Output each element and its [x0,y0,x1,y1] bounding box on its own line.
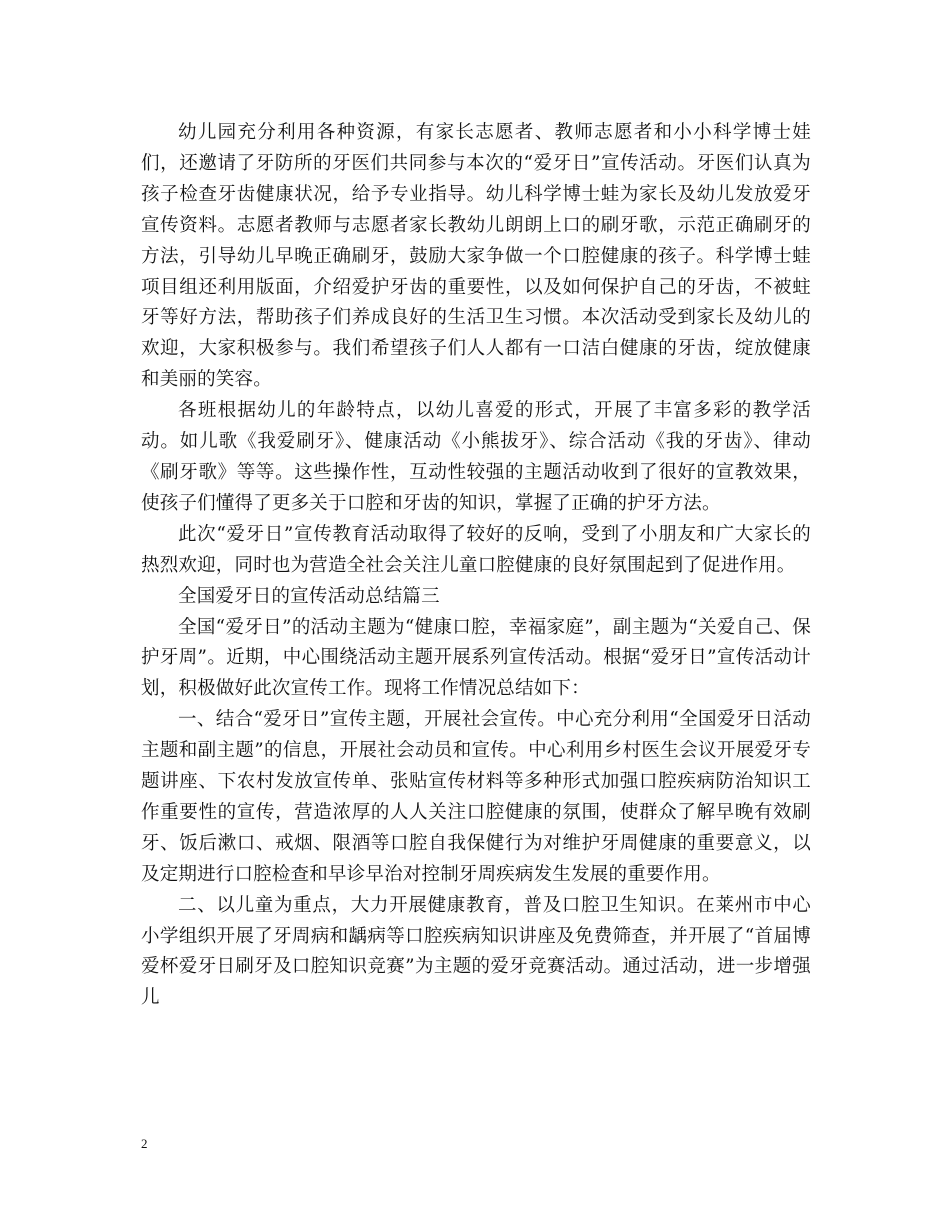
paragraph-1: 幼儿园充分利用各种资源，有家长志愿者、教师志愿者和小小科学博士娃们，还邀请了牙防所的牙医们共同参与本次的“爱牙日”宣传活动。牙医们认真为孩子检查牙齿健康状况，给予专业指导。幼儿科学博士蛙为家长及幼儿发放爱牙宣传资料。志愿者教师与志愿者家长教幼儿朗朗上口的刷牙歌，示范正确刷牙的方法，引导幼儿早晚正确刷牙，鼓励大家争做一个口腔健康的孩子。科学博士蛙项目组还利用版面，介绍爱护牙齿的重要性，以及如何保护自己的牙齿，不被蛀牙等好方法，帮助孩子们养成良好的生活卫生习惯。本次活动受到家长及幼儿的欢迎，大家积极参与。我们希望孩子们人人都有一口洁白健康的牙齿，绽放健康和美丽的笑容。 [141,122,811,391]
document-body [141,118,811,1014]
paragraph-4: 全国“爱牙日”的活动主题为“健康口腔，幸福家庭”，副主题为“关爱自己、保护牙周”。近期，中心围绕活动主题开展系列宣传活动。根据“爱牙日”宣传活动计划，积极做好此次宣传工作。现将工作情况总结如下： [141,616,811,700]
paragraph-5: 一、结合“爱牙日”宣传主题，开展社会宣传。中心充分利用“全国爱牙日活动主题和副主题”的信息，开展社会动员和宣传。中心利用乡村医生会议开展爱牙专题讲座、下农村发放宣传单、张贴宣传材料等多种形式加强口腔疾病防治知识工作重要性的宣传，营造浓厚的人人关注口腔健康的氛围，使群众了解早晚有效刷牙、饭后漱口、戒烟、限酒等口腔自我保健行为对维护牙周健康的重要意义，以及定期进行口腔检查和早诊早治对控制牙周疾病发生发展的重要作用。 [141,709,811,885]
paragraph-3: 此次“爱牙日”宣传教育活动取得了较好的反响，受到了小朋友和广大家长的热烈欢迎，同时也为营造全社会关注儿童口腔健康的良好氛围起到了促进作用。 [141,523,811,576]
paragraph-6: 二、以儿童为重点，大力开展健康教育，普及口腔卫生知识。在莱州市中心小学组织开展了牙周病和龋病等口腔疾病知识讲座及免费筛查，并开展了“首届博爱杯爱牙日刷牙及口腔知识竞赛”为主题的爱牙竞赛活动。通过活动，进一步增强儿 [141,894,811,1009]
section-heading: 全国爱牙日的宣传活动总结篇三 [178,585,440,607]
paragraph-2: 各班根据幼儿的年龄特点，以幼儿喜爱的形式，开展了丰富多彩的教学活动。如儿歌《我爱刷牙》、健康活动《小熊拔牙》、综合活动《我的牙齿》、律动《刷牙歌》等等。这些操作性，互动性较强的主题活动收到了很好的宣教效果，使孩子们懂得了更多关于口腔和牙齿的知识，掌握了正确的护牙方法。 [141,400,811,514]
page-number: 2 [141,1136,148,1151]
